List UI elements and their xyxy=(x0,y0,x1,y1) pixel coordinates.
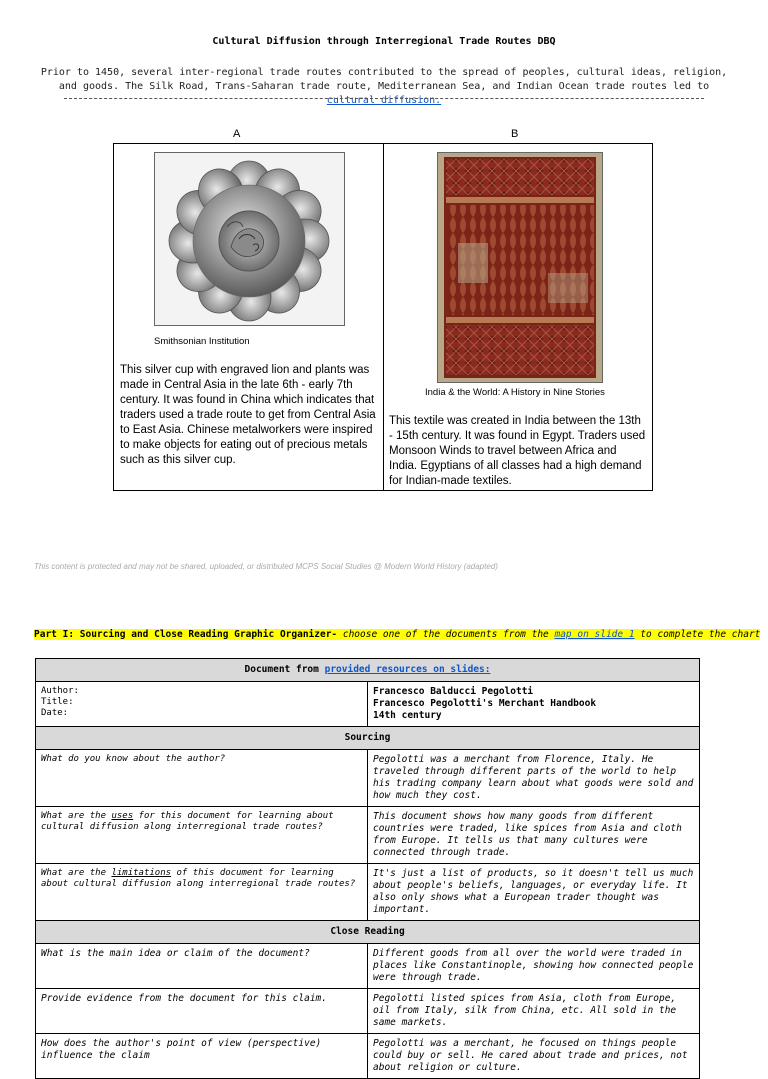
cultural-diffusion-link[interactable]: cultural diffusion. xyxy=(326,95,442,106)
document-box-divider xyxy=(383,144,384,490)
answer-cell[interactable]: Pegolotti listed spices from Asia, cloth from Europe, oil from Italy, silk from China, etc. All sold in the same markets. xyxy=(368,989,700,1034)
document-a-description: This silver cup with engraved lion and plants was made in Central Asia in the late 6th - early 7th century. It was found in China which indicates that traders used a trade route to get from Central Asia to East Asia. Chinese metalworkers were inspired to make objects for eating out of precious metals such as this silver cup. xyxy=(120,364,376,466)
meta-values-cell[interactable] xyxy=(368,682,700,727)
question-emphasis: limitations xyxy=(111,868,172,878)
question-text: What are the xyxy=(41,868,112,878)
author-value: Francesco Balducci Pegolotti xyxy=(373,686,534,697)
copyright-footer: This content is protected and may not be shared, uploaded, or distributed MCPS Social Studies @ Modern World History (adapted) xyxy=(34,562,498,571)
silver-cup-image xyxy=(154,152,345,326)
page-title: Cultural Diffusion through Interregional Trade Routes DBQ xyxy=(212,36,556,47)
document-box xyxy=(113,143,653,491)
graphic-organizer-table xyxy=(35,658,700,1079)
date-label: Date: xyxy=(41,708,69,718)
divider-line xyxy=(64,98,704,99)
sourcing-section-row xyxy=(36,727,700,750)
part1-instruction: choose one of the documents from the xyxy=(337,629,555,640)
part1-heading xyxy=(34,629,761,640)
question-cell: Provide evidence from the document for this claim. xyxy=(36,989,368,1034)
document-b-description: This textile was created in India between the 13th - 15th century. It was found in Egypt. Traders used Monsoon Winds to travel between Africa and India. Egyptians of all classes had a high demand for Indian-made textiles. xyxy=(389,415,646,487)
question-cell: How does the author's point of view (perspective) influence the claim xyxy=(36,1034,368,1079)
part1-instruction-end: to complete the chart xyxy=(634,629,761,640)
author-label: Author: xyxy=(41,686,79,696)
question-cell: What is the main idea or claim of the document? xyxy=(36,944,368,989)
table-row xyxy=(36,750,700,807)
intro-text: Prior to 1450, several inter-regional trade routes contributed to the spread of peoples, cultural ideas, religion, and goods. The Silk Road, Trans-Saharan trade route, Mediterranean Sea, and Indian Ocean trade routes led to xyxy=(40,67,728,92)
answer-cell[interactable]: This document shows how many goods from different countries were traded, like spices from Asia and cloth from Europe. It tells us that many cultures were connected through trade. xyxy=(368,807,700,864)
question-cell xyxy=(36,807,368,864)
document-b-caption: India & the World: A History in Nine Stories xyxy=(425,387,605,398)
table-row xyxy=(36,682,700,727)
title-label: Title: xyxy=(41,697,74,707)
question-text: What are the xyxy=(41,811,112,821)
table-row xyxy=(36,944,700,989)
question-cell: What do you know about the author? xyxy=(36,750,368,807)
document-from-header xyxy=(36,659,700,682)
close-reading-section-row xyxy=(36,921,700,944)
intro-paragraph xyxy=(34,66,734,108)
provided-resources-link[interactable]: provided resources on slides: xyxy=(324,664,491,675)
part1-highlight xyxy=(34,629,760,640)
question-emphasis: uses xyxy=(111,811,134,821)
meta-labels-cell xyxy=(36,682,368,727)
table-row xyxy=(36,807,700,864)
textile-image xyxy=(437,152,603,383)
answer-cell[interactable]: Different goods from all over the world were traded in places like Constantinople, showing how connected people were through trade. xyxy=(368,944,700,989)
date-value: 14th century xyxy=(373,710,442,721)
answer-cell[interactable]: Pegolotti was a merchant from Florence, Italy. He traveled through different parts of the world to help his trading company learn about what goods were sold and how much they cost. xyxy=(368,750,700,807)
title-value: Francesco Pegolotti's Merchant Handbook xyxy=(373,698,597,709)
document-from-label: Document from xyxy=(244,664,325,675)
part1-title: Part I: Sourcing and Close Reading Graphic Organizer- xyxy=(34,629,338,640)
close-reading-header: Close Reading xyxy=(36,921,700,944)
table-row xyxy=(36,989,700,1034)
silver-cup-drawing xyxy=(155,153,344,325)
table-row xyxy=(36,864,700,921)
question-cell xyxy=(36,864,368,921)
answer-cell[interactable]: It's just a list of products, so it doesn't tell us much about people's beliefs, languages, or everyday life. It also only shows what a European trader thought was important. xyxy=(368,864,700,921)
question-text-end: for this document for learning about cultural diffusion along interregional trade routes? xyxy=(41,811,334,832)
table-row xyxy=(36,1034,700,1079)
document-a-label: A xyxy=(233,128,241,140)
answer-cell[interactable]: Pegolotti was a merchant, he focused on things people could buy or sell. He cared about trade and prices, not about religion or culture. xyxy=(368,1034,700,1079)
map-slide-link[interactable]: map on slide 1 xyxy=(554,629,635,640)
sourcing-header: Sourcing xyxy=(36,727,700,750)
table-header-row xyxy=(36,659,700,682)
textile-drawing xyxy=(438,153,602,382)
question-text-end: of this document for learning about cultural diffusion along interregional trade routes? xyxy=(41,868,356,889)
document-b-label: B xyxy=(511,128,519,140)
document-a-caption: Smithsonian Institution xyxy=(154,336,250,347)
